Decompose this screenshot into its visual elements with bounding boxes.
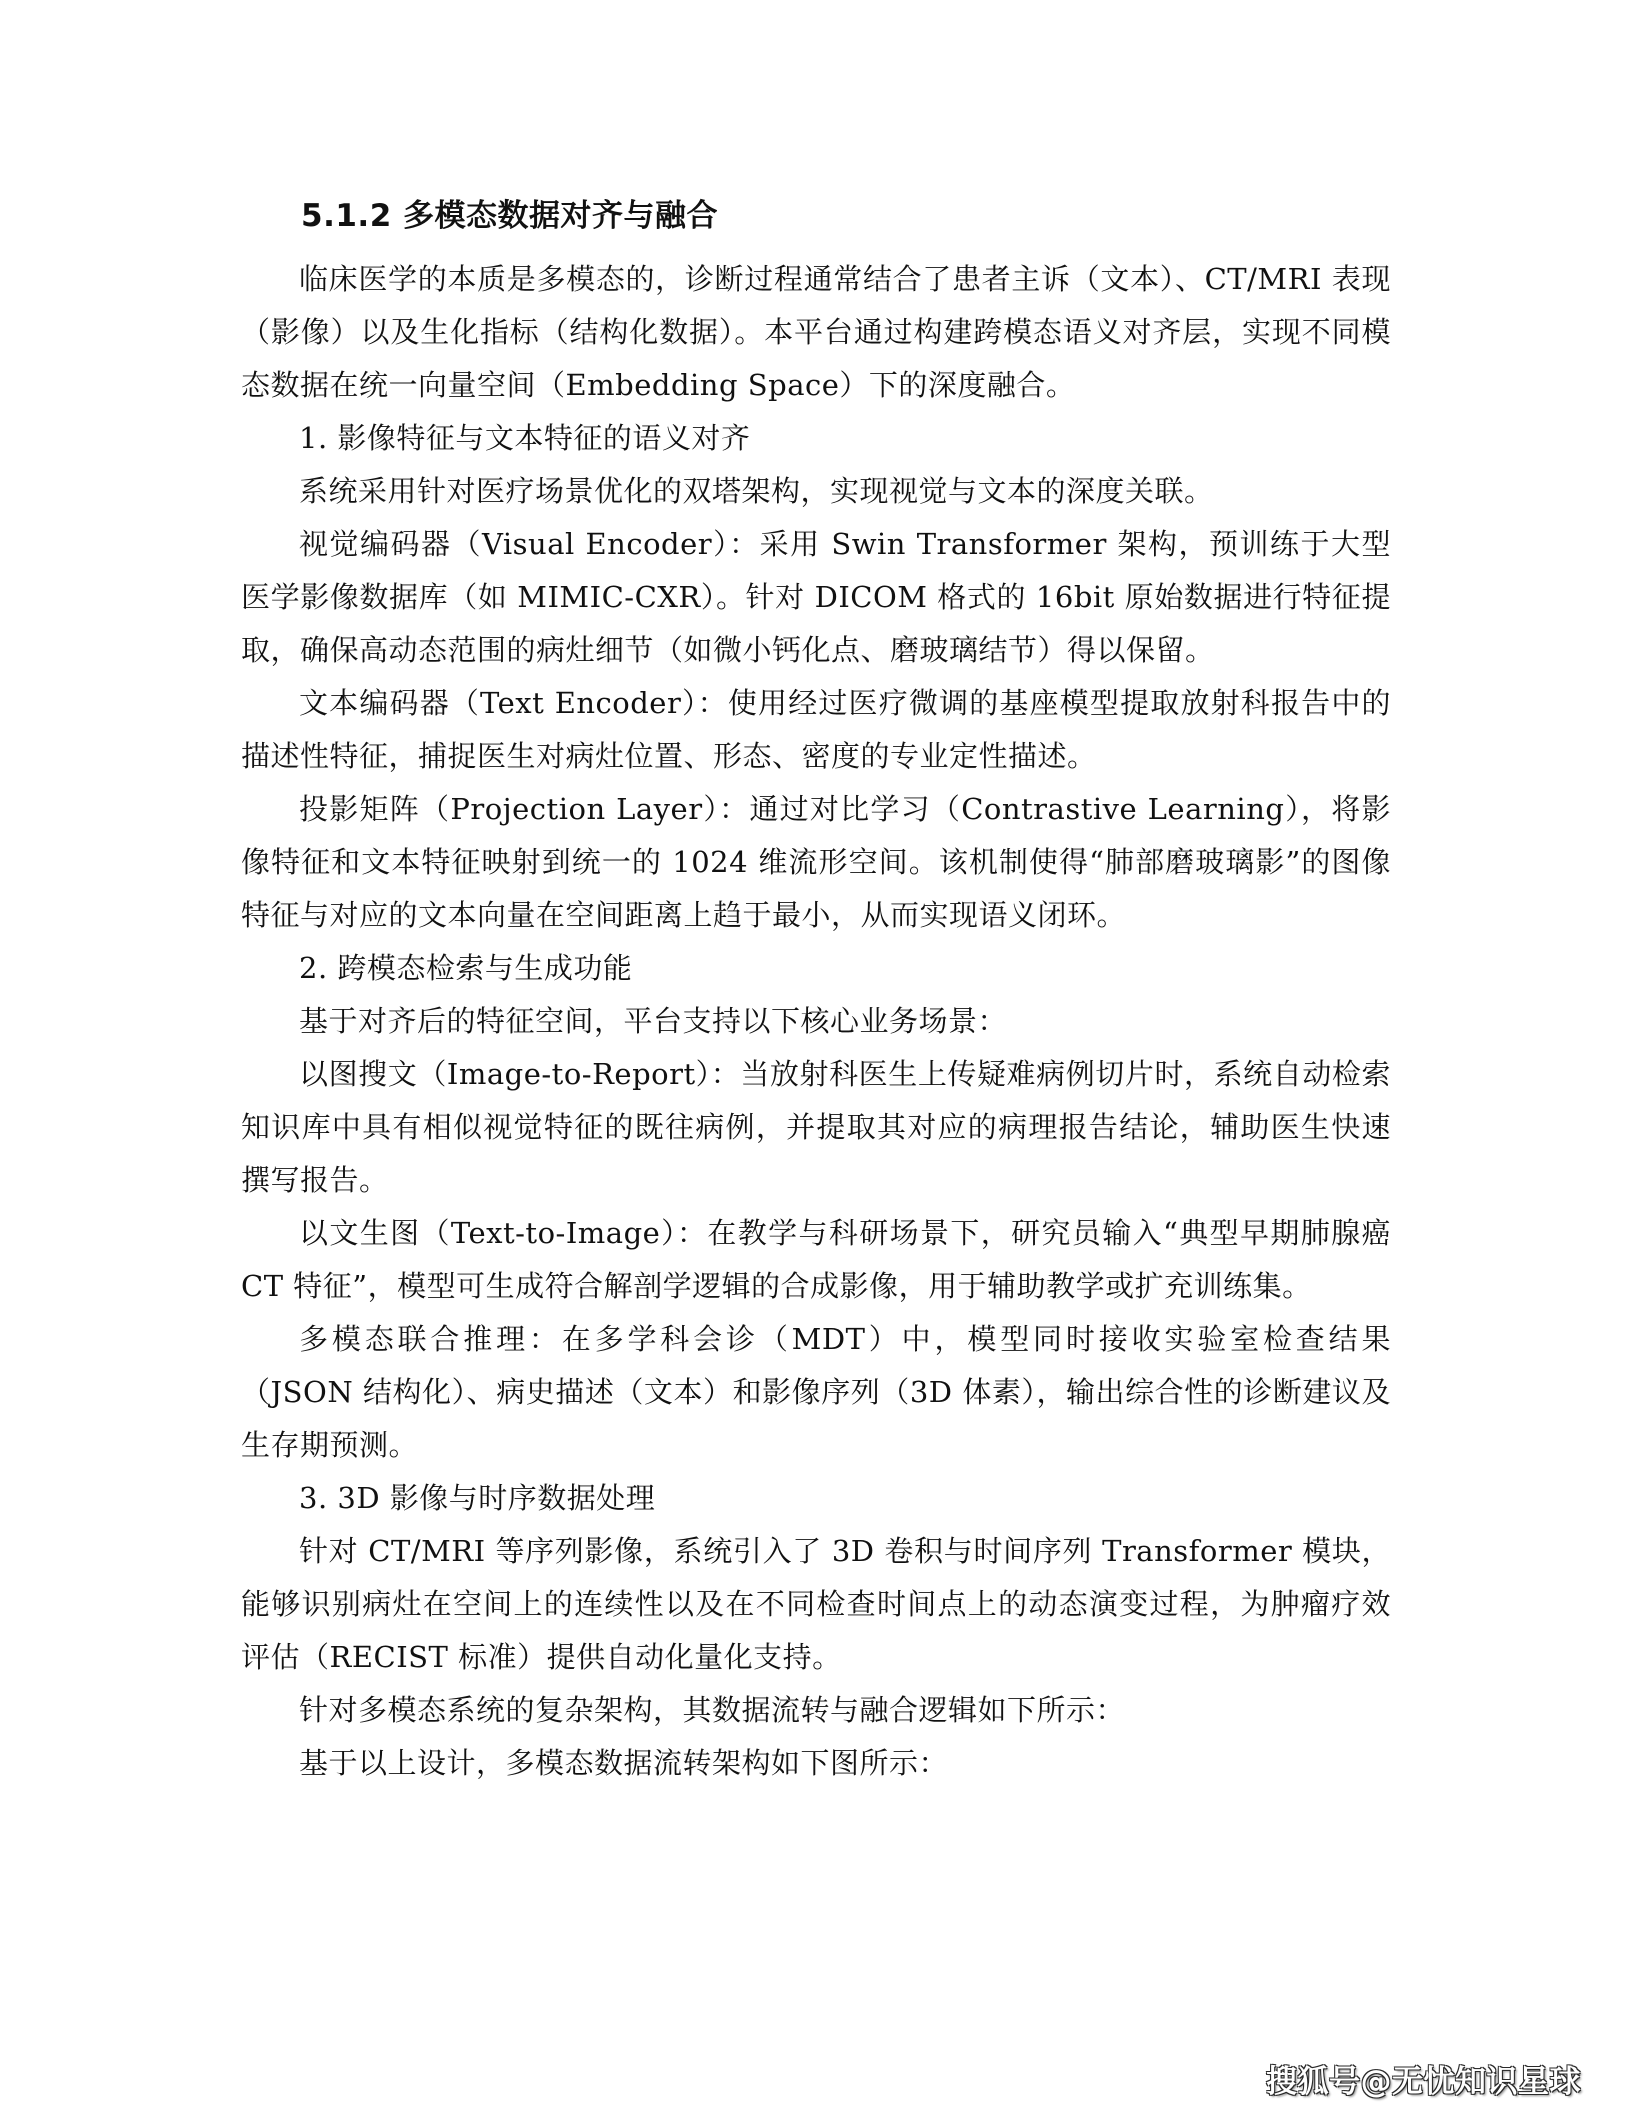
paragraph-intro: 临床医学的本质是多模态的，诊断过程通常结合了患者主诉（文本）、CT/MRI 表现（影像）以及生化指标（结构化数据）。本平台通过构建跨模态语义对齐层，实现不同模态数据在统一向量空间（Embedding Space）下的深度融合。	[241, 262, 1391, 402]
paragraph-data-flow-intro: 针对多模态系统的复杂架构，其数据流转与融合逻辑如下所示：	[299, 1693, 1126, 1727]
paragraph-architecture-intro: 基于以上设计，多模态数据流转架构如下图所示：	[299, 1746, 949, 1780]
subheading-3d-temporal: 3. 3D 影像与时序数据处理	[299, 1481, 656, 1515]
paragraph-multimodal-reasoning: 多模态联合推理：在多学科会诊（MDT）中，模型同时接收实验室检查结果（JSON 结构化）、病史描述（文本）和影像序列（3D 体素），输出综合性的诊断建议及生存期预测。	[241, 1322, 1391, 1462]
paragraph-text-to-image: 以文生图（Text-to-Image）：在教学与科研场景下，研究员输入“典型早期肺腺癌 CT 特征”，模型可生成符合解剖学逻辑的合成影像，用于辅助教学或扩充训练集。	[241, 1216, 1391, 1303]
paragraph-image-to-report: 以图搜文（Image-to-Report）：当放射科医生上传疑难病例切片时，系统自动检索知识库中具有相似视觉特征的既往病例，并提取其对应的病理报告结论，辅助医生快速撰写报告。	[241, 1057, 1391, 1197]
section-heading: 5.1.2 多模态数据对齐与融合	[301, 198, 719, 234]
paragraph-visual-encoder: 视觉编码器（Visual Encoder）：采用 Swin Transformer 架构，预训练于大型医学影像数据库（如 MIMIC-CXR）。针对 DICOM 格式的 16bit 原始数据进行特征提取，确保高动态范围的病灶细节（如微小钙化点、磨玻璃结节）得以保留。	[241, 527, 1391, 667]
subheading-cross-modal-retrieval: 2. 跨模态检索与生成功能	[299, 951, 633, 985]
paragraph-core-scenarios: 基于对齐后的特征空间，平台支持以下核心业务场景：	[299, 1004, 1008, 1038]
paragraph-text-encoder: 文本编码器（Text Encoder）：使用经过医疗微调的基座模型提取放射科报告中的描述性特征，捕捉医生对病灶位置、形态、密度的专业定性描述。	[241, 686, 1391, 773]
paragraph-projection-layer: 投影矩阵（Projection Layer）：通过对比学习（Contrastive Learning），将影像特征和文本特征映射到统一的 1024 维流形空间。该机制使得“肺部磨玻璃影”的图像特征与对应的文本向量在空间距离上趋于最小，从而实现语义闭环。	[241, 792, 1391, 932]
document-body	[241, 191, 1391, 1790]
watermark: 搜狐号@无忧知识星球	[1266, 2064, 1581, 2100]
subheading-semantic-alignment: 1. 影像特征与文本特征的语义对齐	[299, 421, 751, 455]
paragraph-dual-tower: 系统采用针对医疗场景优化的双塔架构，实现视觉与文本的深度关联。	[299, 474, 1214, 508]
paragraph-3d-convolution: 针对 CT/MRI 等序列影像，系统引入了 3D 卷积与时间序列 Transformer 模块，能够识别病灶在空间上的连续性以及在不同检查时间点上的动态演变过程，为肿瘤疗效评估（RECIST 标准）提供自动化量化支持。	[241, 1534, 1391, 1674]
